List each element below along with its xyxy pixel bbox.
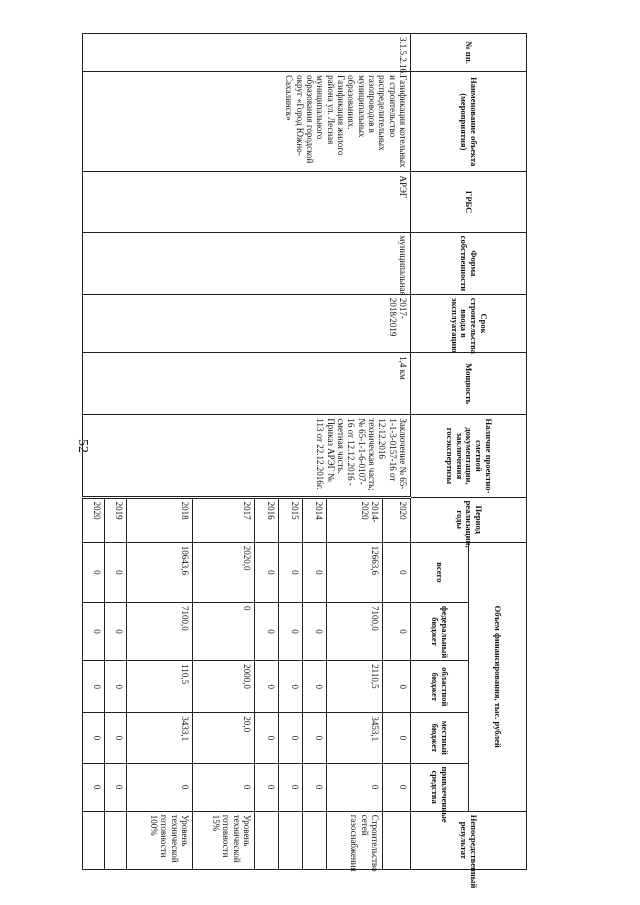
item-period-build: 2017-2018/2019 (83, 294, 411, 352)
local-cell: 0 (255, 713, 279, 763)
federal-cell: 0 (193, 602, 255, 660)
attracted-cell: 0 (327, 763, 383, 811)
col-name-header: Наименование объекта (мероприятия) (411, 72, 527, 172)
year-cell: 2020 (83, 497, 105, 542)
local-cell: 0 (83, 713, 105, 763)
regional-cell: 0 (383, 661, 411, 713)
rotated-table-wrapper (92, 33, 527, 889)
result-cell (279, 811, 303, 869)
federal-cell: 0 (255, 602, 279, 660)
local-cell: 3433,1 (127, 713, 193, 763)
table-row (383, 34, 411, 870)
federal-cell: 7100,0 (127, 602, 193, 660)
item-number: 3.1.5.2.16. (83, 34, 411, 72)
year-cell: 2016 (255, 497, 279, 542)
local-cell: 0 (303, 713, 327, 763)
result-cell (303, 811, 327, 869)
attracted-cell: 0 (105, 763, 127, 811)
total-cell: 0 (83, 542, 105, 602)
header-row-1 (469, 34, 527, 870)
item-capacity: 1,4 км (83, 353, 411, 415)
federal-cell: 0 (383, 602, 411, 660)
federal-cell: 0 (83, 602, 105, 660)
col-attracted-header: привлеченные средства (411, 763, 469, 811)
total-cell: 12663,6 (327, 542, 383, 602)
total-cell: 0 (279, 542, 303, 602)
year-cell: 2020 (383, 497, 411, 542)
page-number: 52 (75, 439, 90, 453)
result-cell (255, 811, 279, 869)
regional-cell: 0 (303, 661, 327, 713)
attracted-cell: 0 (279, 763, 303, 811)
col-total-header: всего (411, 542, 469, 602)
local-cell: 20,0 (193, 713, 255, 763)
federal-cell: 0 (303, 602, 327, 660)
regional-cell: 0 (279, 661, 303, 713)
attracted-cell: 0 (193, 763, 255, 811)
col-regional-header: областной бюджет (411, 661, 469, 713)
total-cell: 0 (383, 542, 411, 602)
total-cell: 0 (105, 542, 127, 602)
regional-cell: 0 (255, 661, 279, 713)
regional-cell: 0 (83, 661, 105, 713)
total-cell: 0 (255, 542, 279, 602)
item-psd: Заключение № 65-1-1-3-0157-16 от 12.12.2016 техническая часть; № 65-1-1-6-0107-16 от 12.12.2016 - сметная часть. Приказ АРЭГ № 113 от 22.12.2016г. (83, 415, 411, 497)
total-cell: 0 (303, 542, 327, 602)
federal-cell: 0 (279, 602, 303, 660)
col-federal-header: федеральный бюджет (411, 602, 469, 660)
regional-cell: 2000,0 (193, 661, 255, 713)
local-cell: 3453,1 (327, 713, 383, 763)
item-name: Газификация котельных и строительство распределительных газопроводов в муниципальных образованиях. Газификация жилого района ул. Лесная муниципального образования городской округ «Город Южно-Сахалинск» (83, 72, 411, 172)
col-funding-header: Объем финансирования, тыс. рублей (469, 542, 527, 811)
year-cell: 2014 (303, 497, 327, 542)
result-cell: Уровень технической готовности 15% (193, 811, 255, 869)
federal-cell: 0 (105, 602, 127, 660)
total-cell: 2020,0 (193, 542, 255, 602)
attracted-cell: 0 (83, 763, 105, 811)
financing-table (82, 33, 527, 889)
year-cell: 2014-2020 (327, 497, 383, 542)
year-cell: 2018 (127, 497, 193, 542)
local-cell: 0 (383, 713, 411, 763)
result-cell (105, 811, 127, 869)
federal-cell: 7100,0 (327, 602, 383, 660)
item-grbs: АРЭГ (83, 172, 411, 232)
col-num-header: № пп. (411, 34, 527, 72)
attracted-cell: 0 (383, 763, 411, 811)
col-local-header: местный бюджет (411, 713, 469, 763)
col-period-build-header: Срок строительства ввода в эксплуатацию (411, 294, 527, 352)
total-cell: 10643,6 (127, 542, 193, 602)
regional-cell: 0 (105, 661, 127, 713)
local-cell: 0 (105, 713, 127, 763)
result-cell (383, 811, 411, 869)
col-ownership-header: Форма собственности (411, 232, 527, 294)
year-cell: 2019 (105, 497, 127, 542)
result-cell (83, 811, 105, 869)
year-cell: 2015 (279, 497, 303, 542)
col-psd-header: Наличие проектно-сметной документации, заключения госэкспертизы (411, 415, 527, 497)
year-cell: 2017 (193, 497, 255, 542)
attracted-cell: 0 (255, 763, 279, 811)
regional-cell: 110,5 (127, 661, 193, 713)
result-cell: Уровень технической готовности 100% (127, 811, 193, 869)
regional-cell: 2110,5 (327, 661, 383, 713)
col-result-header: Непосредственный результат (411, 811, 527, 869)
col-grbs-header: ГРБС (411, 172, 527, 232)
item-ownership: муниципальная (83, 232, 411, 294)
col-period-impl-header: Период реализации, годы (411, 497, 527, 542)
result-cell: Строительство сетей газоснабжения (327, 811, 383, 869)
col-capacity-header: Мощность (411, 353, 527, 415)
local-cell: 0 (279, 713, 303, 763)
attracted-cell: 0 (127, 763, 193, 811)
attracted-cell: 0 (303, 763, 327, 811)
